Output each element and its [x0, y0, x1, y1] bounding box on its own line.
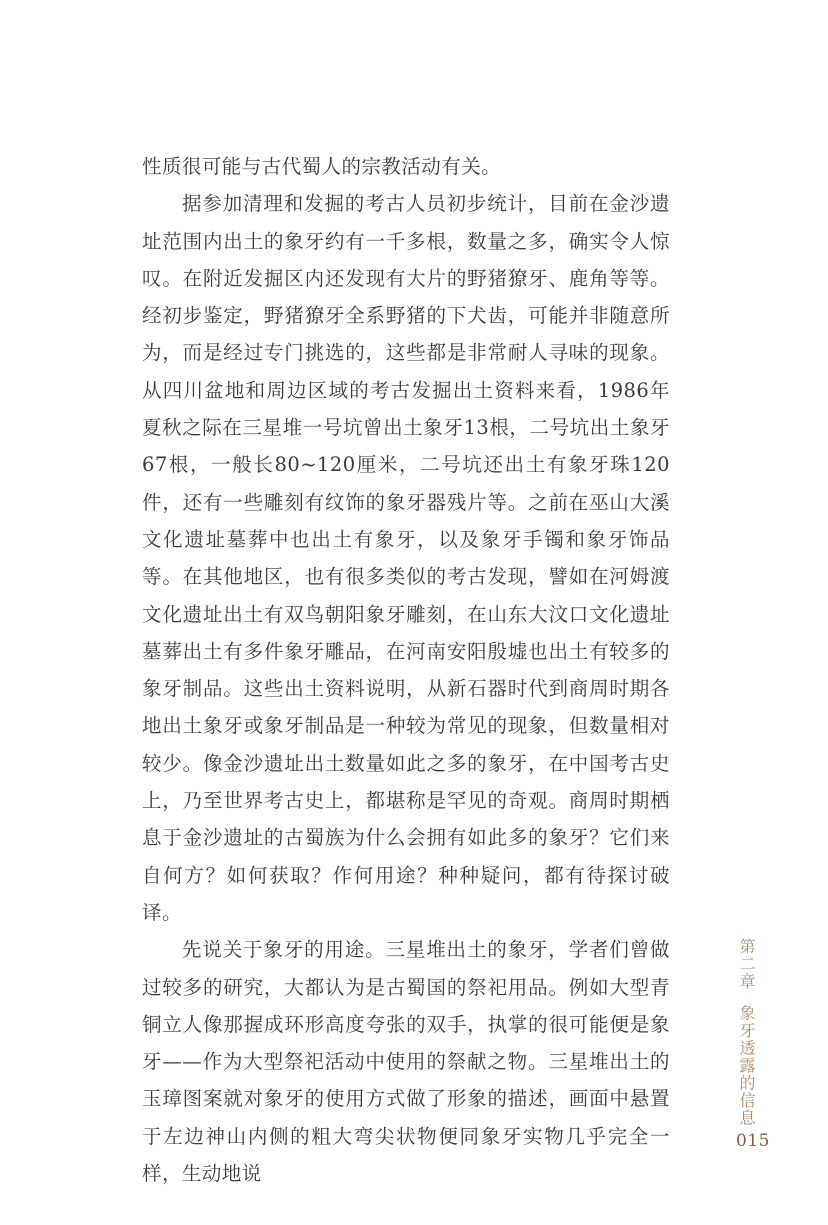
- page-number: 015: [736, 1131, 770, 1151]
- chapter-title: 象牙透露的信息: [737, 1004, 756, 1127]
- paragraph-ivory-statistics: 据参加清理和发掘的考古人员初步统计，目前在金沙遗址范围内出土的象牙约有一千多根，数量之多，确实令人惊叹。在附近发掘区内还发现有大片的野猪獠牙、鹿角等等。经初步鉴定，野猪獠牙全系野猪的下犬齿，可能并非随意所为，而是经过专门挑选的，这些都是非常耐人寻味的现象。从四川盆地和周边区域的考古发掘出土资料来看，1986年夏秋之际在三星堆一号坑曾出土象牙13根，二号坑出土象牙67根，一般长80~120厘米，二号坑还出土有象牙珠120件，还有一些雕刻有纹饰的象牙器残片等。之前在巫山大溪文化遗址墓葬中也出土有象牙，以及象牙手镯和象牙饰品等。在其他地区，也有很多类似的考古发现，譬如在河姆渡文化遗址出土有双鸟朝阳象牙雕刻，在山东大汶口文化遗址墓葬出土有多件象牙雕品，在河南安阳殷墟也出土有较多的象牙制品。这些出土资料说明，从新石器时代到商周时期各地出土象牙或象牙制品是一种较为常见的现象，但数量相对较少。像金沙遗址出土数量如此之多的象牙，在中国考古史上，乃至世界考古史上，都堪称是罕见的奇观。商周时期栖息于金沙遗址的古蜀族为什么会拥有如此多的象牙？它们来自何方？如何获取？作何用途？种种疑问，都有待探讨破译。: [142, 192, 670, 924]
- paragraph-ivory-usage: 先说关于象牙的用途。三星堆出土的象牙，学者们曾做过较多的研究，大都认为是古蜀国的祭祀用品。例如大型青铜立人像那握成环形高度夸张的双手，执掌的很可能便是象牙——作为大型祭祀活动中使用的祭献之物。三星堆出土的玉璋图案就对象牙的使用方式做了形象的描述，画面中悬置于左边神山内侧的粗大弯尖状物便同象牙实物几乎完全一样，生动地说: [142, 938, 670, 1186]
- chapter-number: 第二章: [737, 938, 756, 991]
- paragraph-continuation: 性质很可能与古代蜀人的宗教活动有关。: [142, 155, 502, 178]
- chapter-side-label: [736, 938, 756, 1127]
- page-body: [142, 148, 670, 1192]
